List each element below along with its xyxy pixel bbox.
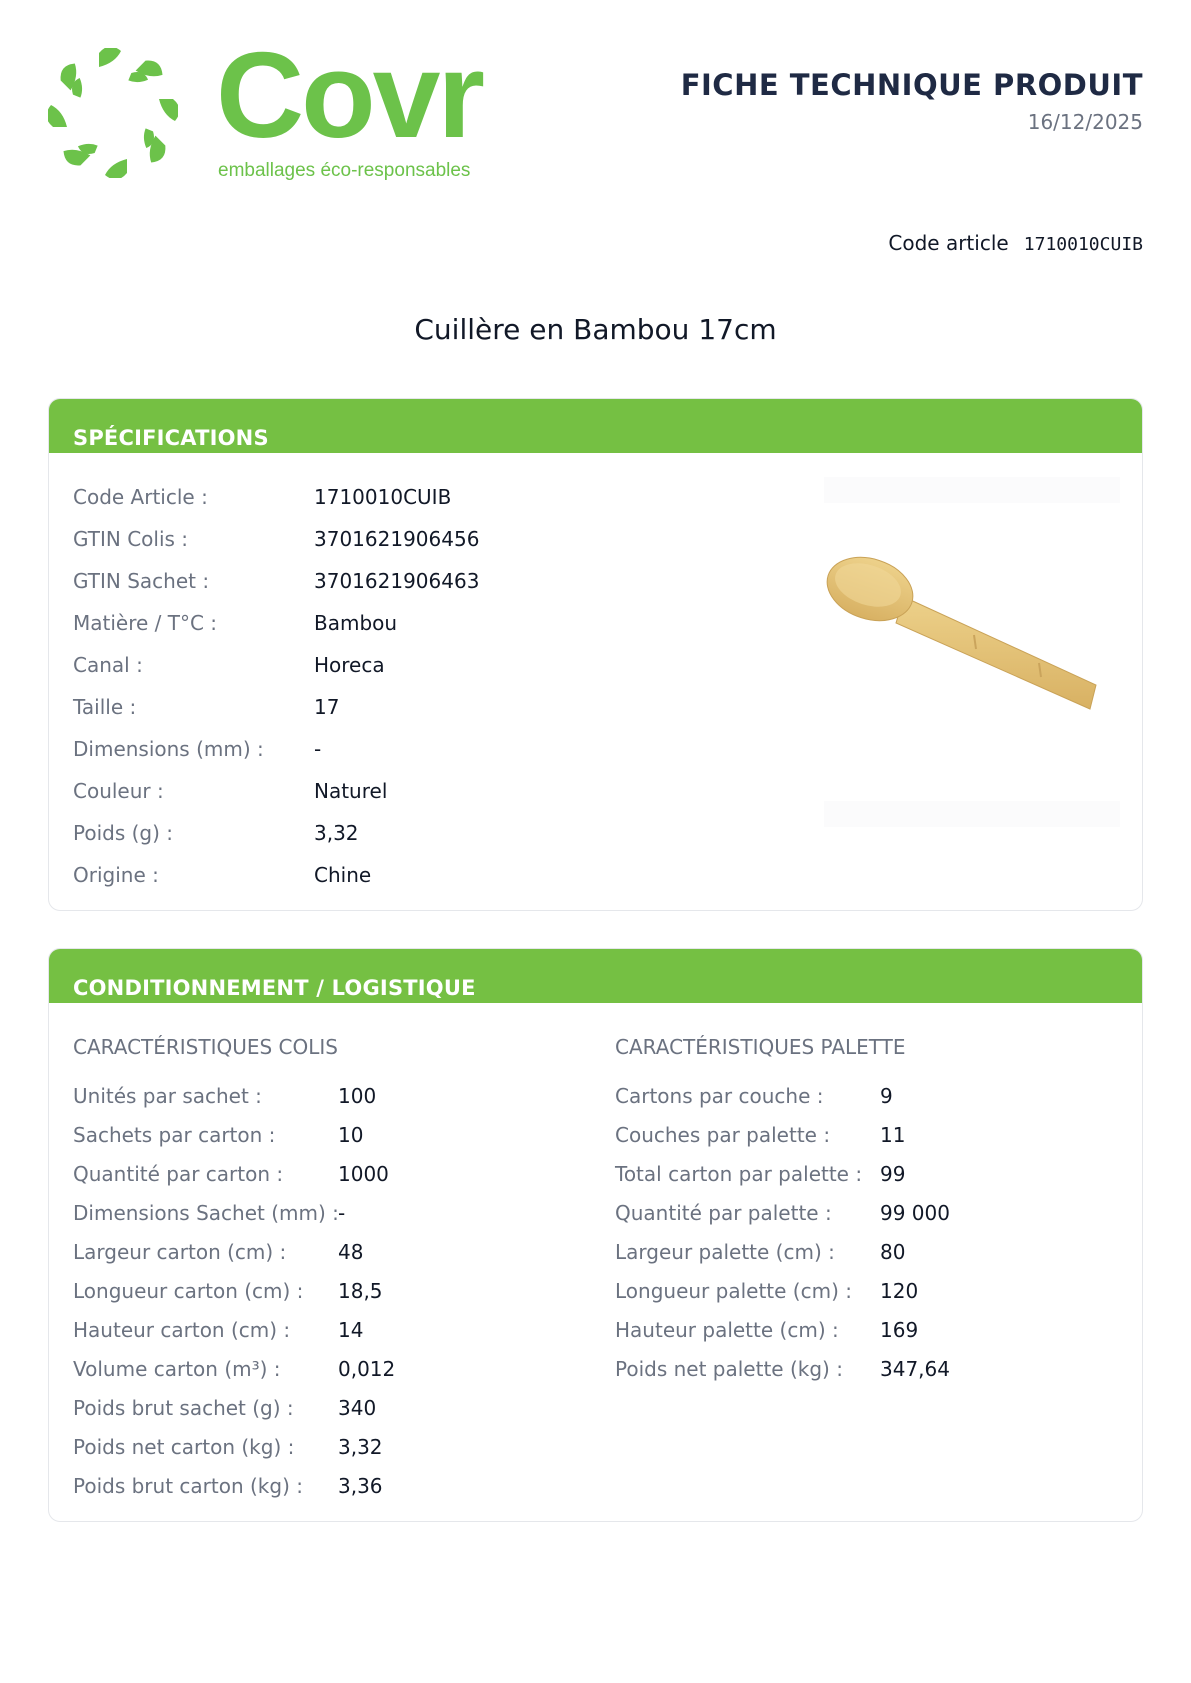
data-row bbox=[73, 1466, 395, 1505]
data-row bbox=[615, 1193, 950, 1232]
row-value: 17 bbox=[314, 695, 340, 719]
row-label: Dimensions (mm) : bbox=[73, 737, 264, 761]
row-value: Bambou bbox=[314, 611, 398, 635]
row-value: 99 000 bbox=[880, 1200, 950, 1225]
row-label: Total carton par palette : bbox=[615, 1161, 863, 1186]
row-value: 3,32 bbox=[314, 821, 359, 845]
row-value: 3701621906463 bbox=[314, 569, 480, 593]
row-label: Couches par palette : bbox=[615, 1122, 831, 1147]
row-label: Poids net carton (kg) : bbox=[73, 1434, 295, 1459]
row-value: 169 bbox=[880, 1317, 919, 1342]
row-label: Origine : bbox=[73, 863, 159, 887]
bamboo-spoon-image bbox=[824, 477, 1120, 827]
brand-name: Covr bbox=[216, 27, 482, 163]
data-row bbox=[73, 518, 479, 560]
row-value: 1710010CUIB bbox=[314, 485, 452, 509]
row-value: 99 bbox=[880, 1161, 906, 1186]
image-bottom-strip bbox=[824, 801, 1120, 827]
row-value: 340 bbox=[338, 1395, 377, 1420]
data-row bbox=[615, 1115, 950, 1154]
logistics-header: CONDITIONNEMENT / LOGISTIQUE bbox=[49, 949, 1142, 1003]
row-label: Hauteur palette (cm) : bbox=[615, 1317, 839, 1342]
specifications-card bbox=[48, 398, 1143, 911]
article-code-label: Code article bbox=[888, 231, 1009, 255]
data-row bbox=[73, 644, 479, 686]
data-row bbox=[73, 560, 479, 602]
data-row bbox=[615, 1310, 950, 1349]
data-row bbox=[615, 1349, 950, 1388]
row-label: Largeur carton (cm) : bbox=[73, 1239, 287, 1264]
colis-subheader: CARACTÉRISTIQUES COLIS bbox=[73, 1035, 338, 1059]
data-row bbox=[615, 1076, 950, 1115]
leaf-wreath-icon bbox=[48, 48, 178, 178]
row-label: Hauteur carton (cm) : bbox=[73, 1317, 291, 1342]
data-row bbox=[73, 770, 479, 812]
row-value: 3,32 bbox=[338, 1434, 383, 1459]
row-value: 3,36 bbox=[338, 1473, 383, 1498]
logistics-card bbox=[48, 948, 1143, 1522]
data-row bbox=[73, 1193, 395, 1232]
document-title: FICHE TECHNIQUE PRODUIT bbox=[680, 68, 1143, 102]
data-row bbox=[73, 728, 479, 770]
data-row bbox=[73, 602, 479, 644]
row-value: Naturel bbox=[314, 779, 388, 803]
row-label: Longueur carton (cm) : bbox=[73, 1278, 304, 1303]
row-label: Taille : bbox=[73, 695, 137, 719]
data-row bbox=[73, 1076, 395, 1115]
data-row bbox=[73, 1310, 395, 1349]
row-label: Quantité par carton : bbox=[73, 1161, 284, 1186]
data-row bbox=[73, 1154, 395, 1193]
data-row bbox=[615, 1271, 950, 1310]
row-value: 3701621906456 bbox=[314, 527, 480, 551]
row-label: Volume carton (m³) : bbox=[73, 1356, 281, 1381]
palette-subheader: CARACTÉRISTIQUES PALETTE bbox=[615, 1035, 906, 1059]
row-label: Unités par sachet : bbox=[73, 1083, 262, 1108]
data-row bbox=[73, 476, 479, 518]
data-row bbox=[73, 1427, 395, 1466]
image-top-strip bbox=[824, 477, 1120, 503]
row-value: Chine bbox=[314, 863, 372, 887]
row-label: Poids brut sachet (g) : bbox=[73, 1395, 294, 1420]
brand-logo bbox=[48, 27, 488, 188]
row-value: 48 bbox=[338, 1239, 364, 1264]
row-value: 120 bbox=[880, 1278, 919, 1303]
row-label: Largeur palette (cm) : bbox=[615, 1239, 835, 1264]
row-label: Poids brut carton (kg) : bbox=[73, 1473, 303, 1498]
row-label: Code Article : bbox=[73, 485, 208, 509]
product-title: Cuillère en Bambou 17cm bbox=[414, 313, 777, 346]
colis-list bbox=[73, 1076, 395, 1505]
row-value: 10 bbox=[338, 1122, 364, 1147]
data-row bbox=[73, 1349, 395, 1388]
data-row bbox=[615, 1232, 950, 1271]
row-label: Canal : bbox=[73, 653, 143, 677]
product-image bbox=[824, 477, 1120, 827]
row-label: GTIN Colis : bbox=[73, 527, 189, 551]
brand-tagline: emballages éco-responsables bbox=[218, 160, 471, 181]
row-label: Sachets par carton : bbox=[73, 1122, 276, 1147]
data-row bbox=[73, 1115, 395, 1154]
row-value: 9 bbox=[880, 1083, 893, 1108]
row-value: - bbox=[338, 1200, 346, 1225]
row-value: 11 bbox=[880, 1122, 906, 1147]
row-value: 14 bbox=[338, 1317, 364, 1342]
row-label: GTIN Sachet : bbox=[73, 569, 210, 593]
row-label: Couleur : bbox=[73, 779, 164, 803]
row-value: 100 bbox=[338, 1083, 377, 1108]
specifications-list bbox=[73, 476, 479, 896]
palette-list bbox=[615, 1076, 950, 1388]
data-row bbox=[73, 854, 479, 896]
data-row bbox=[73, 1388, 395, 1427]
row-label: Longueur palette (cm) : bbox=[615, 1278, 852, 1303]
row-value: Horeca bbox=[314, 653, 385, 677]
row-label: Quantité par palette : bbox=[615, 1200, 832, 1225]
row-value: - bbox=[314, 737, 322, 761]
data-row bbox=[73, 686, 479, 728]
row-label: Poids (g) : bbox=[73, 821, 174, 845]
document-date: 16/12/2025 bbox=[1027, 110, 1143, 134]
data-row bbox=[73, 812, 479, 854]
article-code-value: 1710010CUIB bbox=[1023, 234, 1143, 255]
row-value: 0,012 bbox=[338, 1356, 396, 1381]
data-row bbox=[73, 1271, 395, 1310]
row-label: Cartons par couche : bbox=[615, 1083, 824, 1108]
specifications-header: SPÉCIFICATIONS bbox=[49, 399, 1142, 453]
row-value: 1000 bbox=[338, 1161, 389, 1186]
data-row bbox=[615, 1154, 950, 1193]
row-label: Dimensions Sachet (mm) : bbox=[73, 1200, 339, 1225]
data-row bbox=[73, 1232, 395, 1271]
row-value: 80 bbox=[880, 1239, 906, 1264]
row-value: 18,5 bbox=[338, 1278, 383, 1303]
row-value: 347,64 bbox=[880, 1356, 950, 1381]
row-label: Poids net palette (kg) : bbox=[615, 1356, 843, 1381]
article-code-row bbox=[888, 231, 1143, 255]
row-label: Matière / T°C : bbox=[73, 611, 218, 635]
